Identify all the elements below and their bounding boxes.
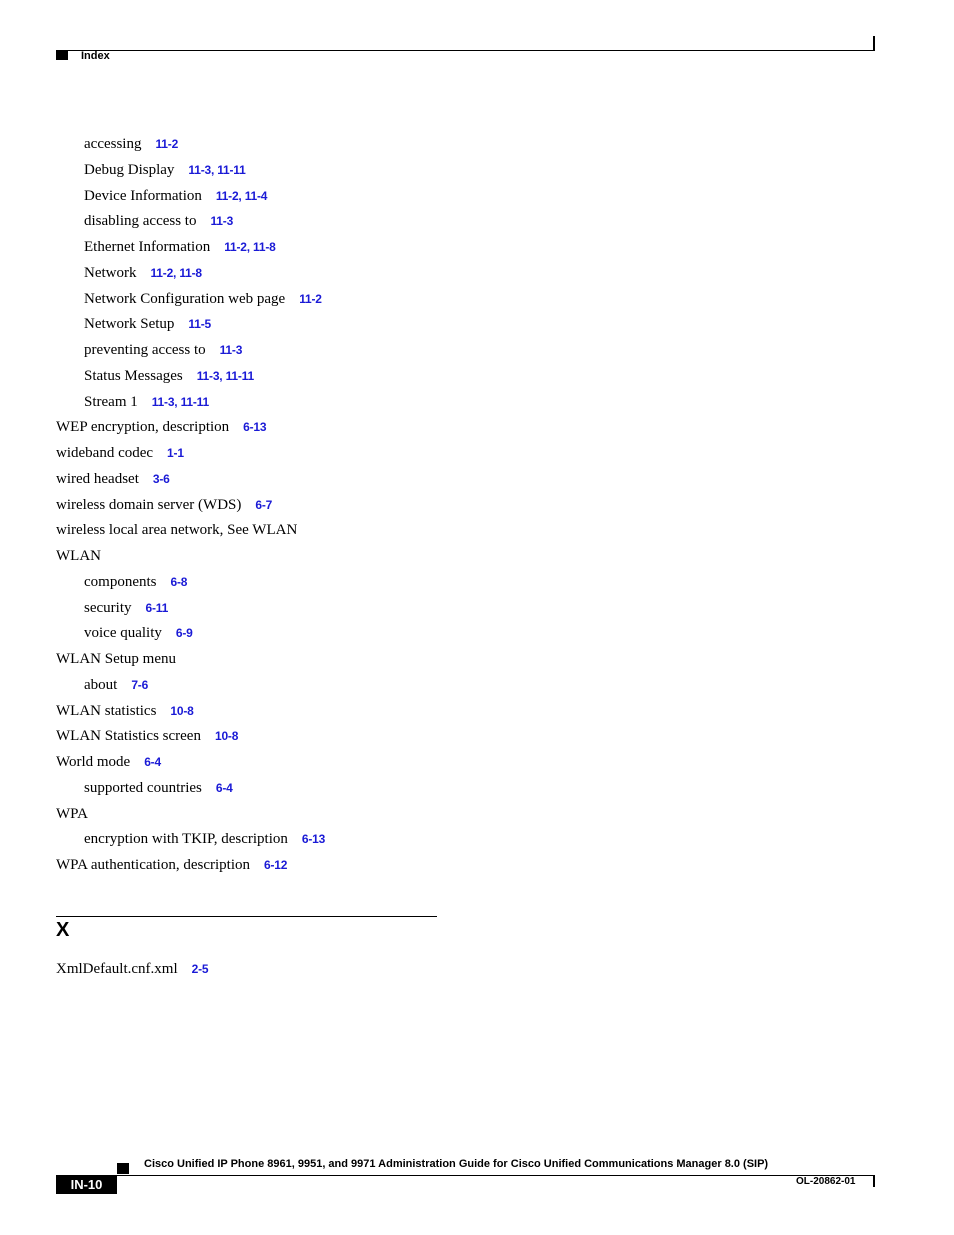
index-term: Network Setup	[84, 316, 175, 332]
index-term: WLAN statistics	[56, 703, 157, 719]
index-entry	[56, 470, 170, 488]
section-x-heading: X	[56, 919, 70, 941]
index-term: Status Messages	[84, 368, 183, 384]
page-reference-link[interactable]: 11-2	[155, 137, 179, 151]
footer-rule	[117, 1175, 874, 1176]
index-entry	[56, 727, 238, 745]
index-term: about	[84, 677, 118, 693]
page-reference-link[interactable]: 1-1	[167, 446, 184, 460]
page-reference-link[interactable]: 11-2	[299, 292, 322, 306]
index-entry	[84, 161, 246, 179]
index-term: Network Configuration web page	[84, 291, 286, 307]
index-term: accessing	[84, 136, 142, 152]
index-entry	[56, 960, 208, 978]
index-term: WLAN Statistics screen	[56, 728, 201, 744]
index-entry	[56, 702, 194, 720]
index-entry	[56, 753, 161, 771]
section-x-rule	[56, 916, 437, 917]
index-entry	[56, 856, 287, 874]
footer-document-title: Cisco Unified IP Phone 8961, 9951, and 9971 Administration Guide for Cisco Unified Communications Manager 8.0 (SIP)	[144, 1158, 769, 1170]
page-reference-link[interactable]: 11-2, 11-4	[215, 189, 268, 203]
index-term: security	[84, 600, 132, 616]
page-number: IN-10	[56, 1175, 117, 1194]
page-reference-link[interactable]: 6-7	[255, 498, 273, 512]
page-reference-link[interactable]: 6-11	[145, 601, 169, 615]
index-term: wideband codec	[56, 445, 154, 461]
index-entry	[84, 264, 202, 282]
index-term: WLAN	[56, 548, 101, 564]
page-reference-link[interactable]: 2-5	[191, 962, 209, 976]
index-term: disabling access to	[84, 213, 197, 229]
index-term: wireless domain server (WDS)	[56, 497, 242, 513]
page-reference-link[interactable]: 11-3, 11-11	[196, 369, 254, 383]
page-reference-link[interactable]: 7-6	[131, 678, 149, 692]
index-entry	[56, 418, 266, 436]
page-reference-link[interactable]: 6-4	[215, 781, 233, 795]
index-term: Stream 1	[84, 394, 138, 410]
index-entry	[56, 650, 176, 668]
index-term: World mode	[56, 754, 131, 770]
index-entry	[84, 599, 168, 617]
page-reference-link[interactable]: 11-5	[188, 317, 211, 331]
index-term: Network	[84, 265, 137, 281]
index-entry	[84, 779, 233, 797]
index-term: voice quality	[84, 625, 162, 641]
index-entry	[56, 805, 88, 823]
index-entry	[84, 393, 209, 411]
page-reference-link[interactable]: 6-12	[264, 858, 288, 872]
index-entry	[84, 367, 254, 385]
index-entry	[84, 676, 148, 694]
page-reference-link[interactable]: 6-9	[175, 626, 193, 640]
index-term: Ethernet Information	[84, 239, 211, 255]
header-section-label: Index	[81, 50, 110, 62]
index-entry	[84, 315, 211, 333]
index-entry	[56, 521, 297, 539]
page-reference-link[interactable]: 10-8	[170, 704, 194, 718]
page-reference-link[interactable]: 6-8	[170, 575, 188, 589]
index-entry	[84, 187, 267, 205]
index-term: Device Information	[84, 188, 202, 204]
index-term: WPA	[56, 806, 88, 822]
footer-marker	[117, 1163, 129, 1174]
page-reference-link[interactable]: 11-3, 11-11	[151, 395, 209, 409]
index-entry	[84, 135, 178, 153]
index-entry	[84, 341, 242, 359]
index-entry	[84, 290, 322, 308]
index-entry	[56, 496, 272, 514]
index-term: WPA authentication, description	[56, 857, 250, 873]
page-reference-link[interactable]: 11-2, 11-8	[150, 266, 202, 280]
index-term: encryption with TKIP, description	[84, 831, 288, 847]
index-entry	[84, 238, 276, 256]
index-term: WLAN Setup menu	[56, 651, 176, 667]
page-reference-link[interactable]: 6-13	[243, 420, 267, 434]
document-number: OL-20862-01	[796, 1176, 856, 1187]
index-entry	[84, 830, 325, 848]
page-reference-link[interactable]: 6-13	[301, 832, 326, 846]
index-term: components	[84, 574, 157, 590]
index-entry	[56, 547, 101, 565]
index-term: XmlDefault.cnf.xml	[56, 961, 178, 977]
page-reference-link[interactable]: 10-8	[214, 729, 239, 743]
page-reference-link[interactable]: 11-3, 11-11	[188, 163, 246, 177]
index-term: Debug Display	[84, 162, 175, 178]
page-reference-link[interactable]: 3-6	[152, 472, 170, 486]
index-term: supported countries	[84, 780, 202, 796]
page-reference-link[interactable]: 6-4	[144, 755, 161, 769]
index-entry	[84, 624, 193, 642]
page-reference-link[interactable]: 11-3	[210, 214, 234, 228]
footer-tick	[873, 1175, 875, 1187]
index-term: preventing access to	[84, 342, 206, 358]
index-term: WEP encryption, description	[56, 419, 230, 435]
index-term: wireless local area network, See WLAN	[56, 522, 298, 538]
index-entry	[84, 573, 187, 591]
index-entry	[56, 444, 184, 462]
page-reference-link[interactable]: 11-3	[219, 343, 243, 357]
index-entry	[84, 212, 233, 230]
index-term: wired headset	[56, 471, 139, 487]
page-reference-link[interactable]: 11-2, 11-8	[224, 240, 276, 254]
